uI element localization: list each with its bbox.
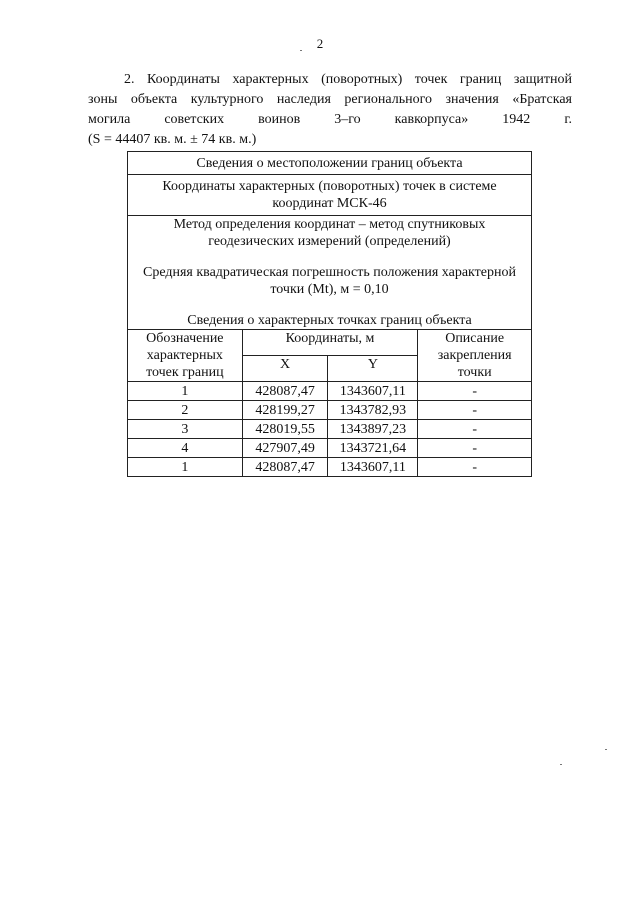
points-header: Сведения о характерных точках границ объекта — [187, 313, 472, 328]
table-title: Сведения о местоположении границ объекта — [128, 152, 532, 175]
point-id: 4 — [128, 439, 243, 458]
point-id: 1 — [128, 458, 243, 477]
table-row — [128, 382, 532, 401]
point-id: 2 — [128, 401, 243, 420]
point-description: - — [418, 401, 532, 420]
point-y: 1343607,11 — [328, 382, 418, 401]
point-x: 428087,47 — [242, 382, 328, 401]
table-row — [128, 401, 532, 420]
point-description: - — [418, 439, 532, 458]
point-y: 1343782,93 — [328, 401, 418, 420]
point-y: 1343607,11 — [328, 458, 418, 477]
coordinate-system: Координаты характерных (поворотных) точек в системе координат МСК-46 — [128, 175, 532, 216]
intro-line: зоны объекта культурного наследия регионального значения «Братская — [88, 92, 572, 107]
point-description: - — [418, 382, 532, 401]
page-number: 2 — [316, 36, 324, 51]
col-y-header: Y — [328, 356, 418, 382]
point-x: 427907,49 — [242, 439, 328, 458]
coordinates-table — [127, 151, 532, 477]
method-text: Метод определения координат – метод спутниковых геодезических измерений (определений) — [173, 217, 486, 249]
point-x: 428199,27 — [242, 401, 328, 420]
point-description: - — [418, 420, 532, 439]
col-coordinates-header: Координаты, м — [242, 330, 418, 356]
point-description: - — [418, 458, 532, 477]
col-designation-header: Обозначение характерных точек границ — [128, 330, 243, 382]
point-y: 1343897,23 — [328, 420, 418, 439]
intro-line: (S = 44407 кв. м. ± 74 кв. м.) — [88, 132, 257, 147]
point-id: 1 — [128, 382, 243, 401]
scan-speck — [605, 749, 607, 750]
intro-paragraph — [88, 70, 572, 150]
scan-speck — [300, 50, 302, 51]
point-x: 428087,47 — [242, 458, 328, 477]
point-x: 428019,55 — [242, 420, 328, 439]
intro-line: 2. Координаты характерных (поворотных) точек границ защитной — [124, 72, 572, 87]
table-row — [128, 458, 532, 477]
method-block — [128, 216, 532, 330]
point-id: 3 — [128, 420, 243, 439]
table-row — [128, 439, 532, 458]
col-description-header: Описание закрепления точки — [418, 330, 532, 382]
accuracy-text: Средняя квадратическая погрешность положения характерной точки (Mt), м = 0,10 — [143, 265, 516, 297]
point-y: 1343721,64 — [328, 439, 418, 458]
col-x-header: X — [242, 356, 328, 382]
scan-speck — [560, 764, 562, 765]
intro-line: могила советских воинов 3–го кавкорпуса» 1942 г. — [88, 112, 572, 127]
table-row — [128, 420, 532, 439]
